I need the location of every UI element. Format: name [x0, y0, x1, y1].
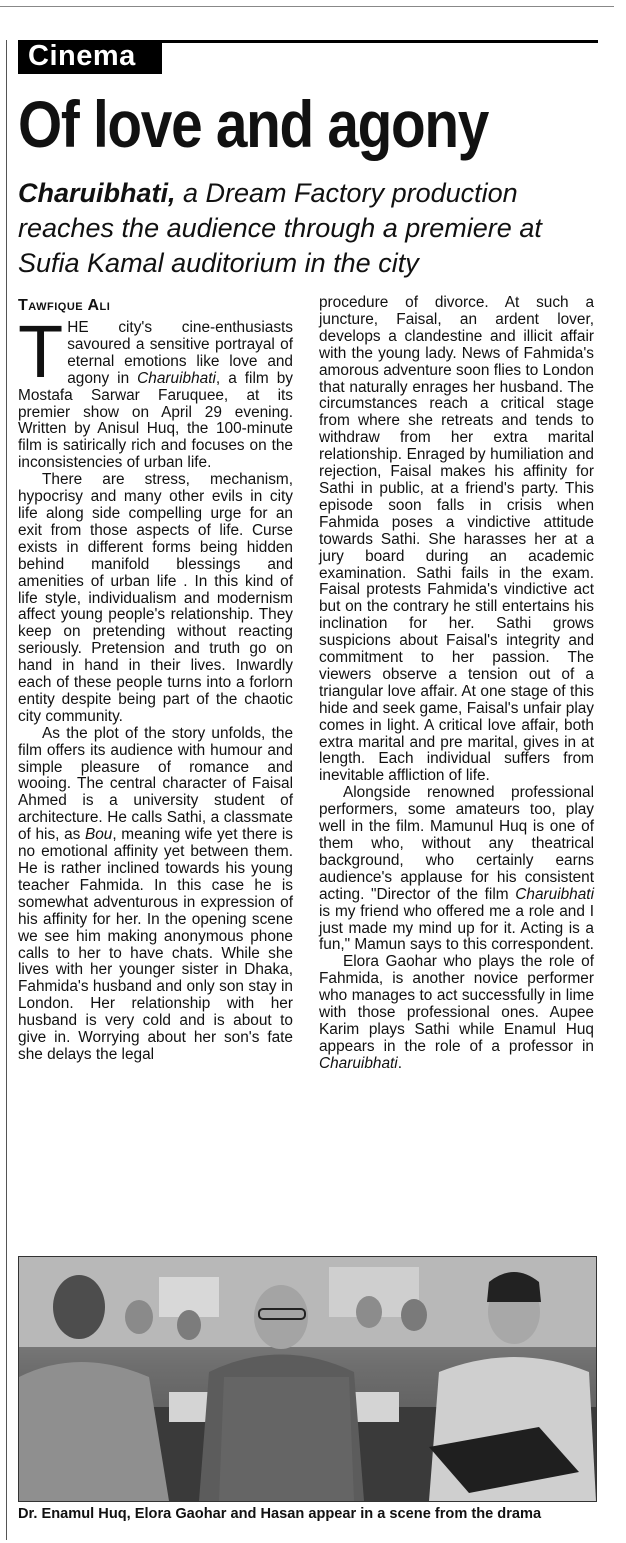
film-still-photo	[18, 1256, 597, 1502]
paragraph-4: procedure of divorce. At such a juncture, Faisal, an ardent lover, develops a clandestine and illicit affair with the young lady. News of Fahmida's amorous adventure soon flies to London that naturally enrages her husband. The circumstances reach a critical stage from where she retreats and tends to withdraw from her extra marital relationship. Enraged by humiliation and rejection, Faisal makes his affinity for Sathi in public, at a friend's party. This episode soon falls in crisis when Fahmida poses a vindictive attitude towards Sathi. She harasses her at a jury board during an academic examination. Sathi fails in the exam. Faisal protests Fahmida's vindictive act but on the contrary he still entertains his inclination for her. Sathi grows suspicions about Faisal's integrity and commitment to her passion. The viewers observe a tension out of a triangular love affair. At one stage of this hide and seek game, Faisal's unfair play comes in light. A critical love affair, both extra marital and pre marital, gives in at length. Each individual suffers from inevitable affliction of life.	[319, 294, 594, 785]
paragraph-5	[319, 785, 594, 954]
paragraph-1-text-a: HE city's cine-enthusiasts savoured a sensitive portrayal of eternal emotions like love and agony in	[67, 319, 293, 387]
top-rule	[0, 6, 614, 7]
bou-italic: Bou	[84, 826, 113, 844]
article-column-right	[319, 295, 594, 1073]
section-label: Cinema	[18, 40, 162, 74]
paragraph-3-text-b: , meaning wife yet there is no emotional affinity yet between them. He is rather inclined towards his young teacher Fahmida. In this case he is somewhat adventurous in expression of his affinity for her. In the opening scene we see him making anonymous phone calls to her to have chats. While she lives with her younger sister in Dhaka, Fahmida's husband and only son stay in London. Her relationship with her husband is very cold and is about to give in. Worrying about her son's fate she delays the legal	[18, 826, 293, 1063]
paragraph-2: There are stress, mechanism, hypocrisy and many other evils in city life along side compelling urge for an exit from those aspects of life. Curse exists in different forms being hidden behind manifold blessings and amenities of urban life . In this kind of life style, individualism and modernism affect young people's relationship. They keep on pretending without reacting seriously. Pretension and truth go on hand in hand in their lives. Inwardly each of these people turns into a forlorn entity despite being part of the chaotic city community.	[18, 471, 293, 725]
paragraph-5-text-b: is my friend who offered me a role and I just made my mind up for it. Acting is a fun," Mamun says to this correspondent.	[319, 902, 594, 954]
film-title-italic: Charuibhati	[137, 369, 216, 387]
headline: Of love and agony	[18, 87, 489, 161]
paragraph-3-text-a: As the plot of the story unfolds, the film offers its audience with humour and simple pleasure of romance and wooing. The central character of Faisal Ahmed is a university student of architecture. He calls Sathi, a classmate of his, as	[18, 724, 293, 844]
drop-cap: T	[18, 310, 64, 393]
left-frame-rule	[6, 40, 7, 1540]
standfirst-text: a Dream Factory production reaches the audience through a premiere at Sufia Kamal auditorium in the city	[18, 178, 542, 278]
film-title-italic: Charuibhati	[319, 1054, 398, 1072]
standfirst-film-title: Charuibhati,	[18, 178, 176, 208]
paragraph-6	[319, 954, 594, 1072]
paragraph-3	[18, 726, 293, 1064]
photo-caption: Dr. Enamul Huq, Elora Gaohar and Hasan appear in a scene from the drama	[18, 1506, 542, 1522]
paragraph-6-text-b: .	[397, 1054, 402, 1072]
standfirst	[18, 176, 608, 281]
paragraph-6-text-a: Elora Gaohar who plays the role of Fahmida, is another novice performer who manages to act successfully in lime with those professional ones. Aupee Karim plays Sathi while Enamul Huq appears in the role of a professor in	[319, 953, 594, 1055]
paragraph-1	[18, 310, 293, 472]
paragraph-1-text-b: , a film by Mostafa Sarwar Faruquee, at its premier show on April 29 evening. Written by Anisul Huq, the 100-minute film is satirically rich and focuses on the inconsistencies of urban life.	[18, 369, 293, 472]
film-title-italic: Charuibhati	[515, 885, 594, 903]
byline: Tawfique Ali	[18, 297, 111, 314]
article-column-left	[18, 310, 293, 1064]
paragraph-5-text-a: Alongside renowned professional performers, some amateurs too, play well in the film. Mamunul Huq is one of them who, without any theatrical background, who certainly earns audience's applause for his consistent acting. "Director of the film	[319, 784, 594, 903]
film-still-illustration	[19, 1257, 596, 1501]
